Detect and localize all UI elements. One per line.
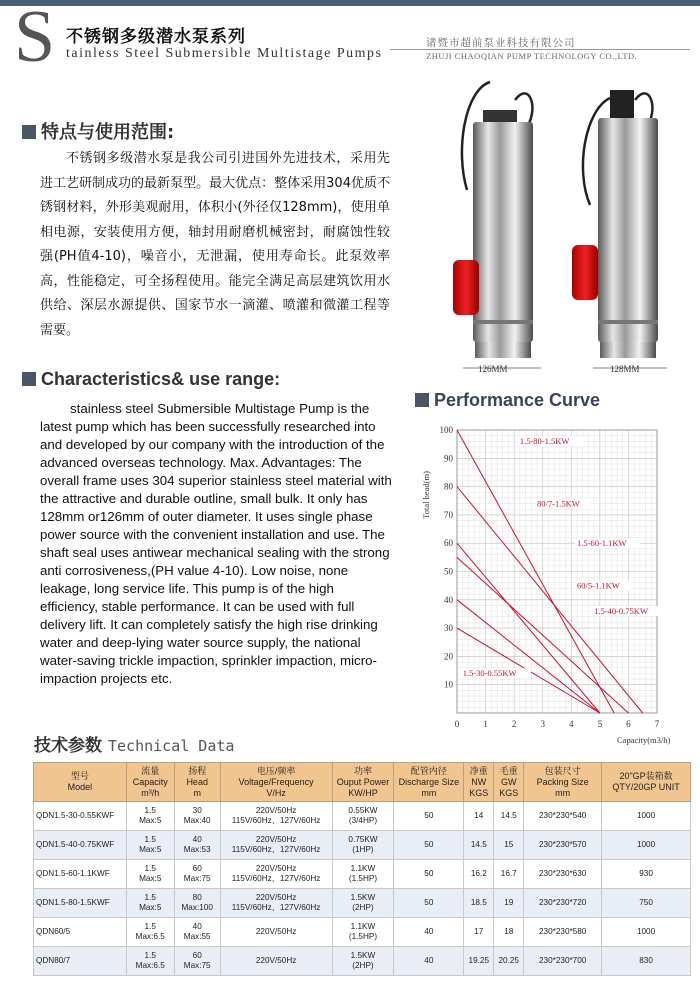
table-row — [34, 889, 691, 918]
table-cell-head — [174, 947, 220, 976]
table-cell-volt — [220, 889, 332, 918]
table-cell-nw: 17 — [464, 918, 494, 947]
table-cell-volt — [220, 860, 332, 889]
header-line: mm — [555, 787, 571, 798]
table-row — [34, 802, 691, 831]
table-header-cell — [394, 763, 464, 802]
cell-line: 115V/60Hz、127V/60Hz — [231, 845, 321, 854]
y-axis-label: Total head(m) — [421, 471, 431, 519]
y-tick-label: 90 — [444, 453, 453, 464]
cell-line: 115V/60Hz、127V/60Hz — [231, 874, 321, 883]
header-line: KGS — [499, 787, 519, 798]
cell-line: 220V/50Hz — [255, 927, 297, 936]
x-axis-label: Capacity(m3/h) — [617, 735, 671, 745]
table-row — [34, 918, 691, 947]
table-header-cell — [464, 763, 494, 802]
table-cell-nw: 18.5 — [464, 889, 494, 918]
table-cell-nw: 14.5 — [464, 831, 494, 860]
features-en-heading — [22, 369, 280, 390]
table-cell-model: QDN80/7 — [34, 947, 127, 976]
table-cell-cap — [126, 831, 174, 860]
table-body — [34, 802, 691, 976]
table-cell-power — [332, 860, 394, 889]
cell-line: 40 — [192, 835, 202, 844]
header-line: 包装尺寸 — [544, 765, 581, 776]
table-row — [34, 860, 691, 889]
table-row — [34, 947, 691, 976]
series-label: 80/7-1.5KW — [537, 498, 580, 509]
y-tick-label: 40 — [444, 594, 453, 605]
header-line: Model — [67, 782, 93, 792]
table-cell-model: QDN1.5-80-1.5KWF — [34, 889, 127, 918]
table-cell-power — [332, 831, 394, 860]
table-cell-volt — [220, 918, 332, 947]
header-line: 扬程 — [188, 765, 207, 776]
table-cell-qty: 1000 — [602, 802, 691, 831]
cell-line: Max:75 — [183, 961, 211, 970]
cell-line: (3/4HP) — [348, 816, 378, 825]
table-cell-pack: 230*230*580 — [524, 918, 602, 947]
dim-label-left: 126MM — [478, 364, 508, 374]
header-line: 型号 — [70, 771, 89, 781]
table-cell-power — [332, 947, 394, 976]
table-cell-gw: 15 — [494, 831, 524, 860]
cell-line: 1.5 — [144, 806, 156, 815]
features-en-text: stainless steel Submersible Multistage Pump is the latest pump which has been successfully researched into and developed by our company with the introduction of the advanced overseas technology. Max. Advantages: The overall frame uses 304 superior stainless steel material with the attractive and durable outline, small bulk. It only has 128mm or126mm of outer diameter. It uses single phase power source with the convenient installation and use. The shaft seal uses antiwear mechanical sealing with the strong anti corrosiveness,(PH value 4-10). Low noise, none leakage, long service life. This pump is of the high efficiency, stable performance. It can be used with full delivery lift. It can completely satisfy the high rise drinking water and deep-lying water source supply, the national water-saving trickle impaction, sprinkler impaction, micro-impaction projects etc. — [40, 401, 392, 686]
table-header-cell — [602, 763, 691, 802]
x-tick-label: 2 — [511, 719, 517, 729]
table-cell-head — [174, 802, 220, 831]
y-tick-label: 10 — [444, 679, 453, 690]
cell-line: (2HP) — [352, 961, 374, 970]
header-line: Capacity — [132, 776, 168, 787]
cell-line: 1.5 — [144, 835, 156, 844]
tech-heading — [34, 731, 234, 756]
features-cn-heading — [22, 118, 174, 144]
cell-line: 220V/50Hz — [255, 893, 297, 902]
header-line: 毛重 — [499, 765, 518, 776]
table-header-cell — [332, 763, 394, 802]
features-en-heading-text: Characteristics& use range: — [41, 369, 281, 389]
table-cell-cap — [126, 947, 174, 976]
cell-line: 115V/60Hz、127V/60Hz — [231, 816, 321, 825]
table-header-cell — [220, 763, 332, 802]
cell-line: 1.5 — [144, 893, 156, 902]
table-cell-pack: 230*230*540 — [524, 802, 602, 831]
y-tick-label: 50 — [444, 566, 453, 577]
table-cell-nw: 19.25 — [464, 947, 494, 976]
table-cell-head — [174, 860, 220, 889]
table-cell-pack: 230*230*630 — [524, 860, 602, 889]
table-header-cell — [126, 763, 174, 802]
table-cell-nw: 14 — [464, 802, 494, 831]
table-cell-qty: 1000 — [602, 918, 691, 947]
header-line: 20"GP装箱数 — [619, 771, 673, 781]
table-cell-qty: 830 — [602, 947, 691, 976]
table-cell-model: QDN60/5 — [34, 918, 127, 947]
table-cell-volt — [220, 802, 332, 831]
header-line: NW — [471, 776, 487, 787]
x-tick-label: 3 — [540, 719, 545, 729]
table-header-cell — [34, 763, 127, 802]
y-tick-label: 80 — [444, 481, 453, 492]
table-cell-gw: 18 — [494, 918, 524, 947]
cell-line: 220V/50Hz — [255, 806, 297, 815]
tech-heading-en: Technical Data — [108, 737, 235, 755]
table-cell-cap — [126, 860, 174, 889]
table-cell-gw: 20.25 — [494, 947, 524, 976]
series-label: 60/5-1.1KW — [577, 580, 620, 591]
table-cell-disch: 50 — [394, 889, 464, 918]
cell-line: 40 — [192, 922, 202, 931]
table-row — [34, 831, 691, 860]
chart-axes — [421, 425, 671, 745]
cell-line: 220V/50Hz — [255, 864, 297, 873]
cell-line: 60 — [192, 864, 202, 873]
table-cell-volt — [220, 947, 332, 976]
table-cell-qty: 1000 — [602, 831, 691, 860]
cell-line: Max:5 — [139, 816, 162, 825]
cell-line: Max:6.5 — [135, 961, 165, 970]
y-tick-label: 60 — [444, 538, 453, 549]
performance-heading — [415, 390, 600, 411]
company-name-cn: 诸暨市超前泵业科技有限公司 — [426, 37, 576, 49]
pump-left-icon — [453, 82, 533, 358]
series-label: 1.5-60-1.1KW — [577, 538, 627, 549]
cell-line: (1.5HP) — [348, 874, 378, 883]
table-cell-pack: 230*230*700 — [524, 947, 602, 976]
header-line: Discharge Size — [398, 776, 460, 787]
top-bar — [0, 0, 700, 6]
cell-line: Max:5 — [139, 845, 162, 854]
table-header-cell — [524, 763, 602, 802]
table-cell-gw: 19 — [494, 889, 524, 918]
square-bullet-icon — [22, 125, 36, 139]
x-tick-label: 7 — [654, 719, 660, 729]
cell-line: 1.5 — [144, 864, 156, 873]
table-cell-power — [332, 918, 394, 947]
header-line: mm — [421, 787, 437, 798]
table-cell-nw: 16.2 — [464, 860, 494, 889]
table-cell-cap — [126, 802, 174, 831]
cell-line: Max:6.5 — [135, 932, 165, 941]
cell-line: (1HP) — [352, 845, 374, 854]
spec-table — [33, 762, 691, 976]
company-name-en: ZHUJI CHAOQIAN PUMP TECHNOLOGY CO.,LTD. — [426, 51, 638, 61]
pump-illustrations — [445, 70, 685, 380]
header-line: 电压/频率 — [256, 765, 296, 776]
square-bullet-icon — [22, 372, 36, 386]
table-cell-pack: 230*230*720 — [524, 889, 602, 918]
series-label: 1.5-40-0.75KW — [594, 605, 648, 616]
table-cell-disch: 50 — [394, 802, 464, 831]
header-line: Voltage/Frequency — [238, 776, 314, 787]
cell-line: 1.5KW — [350, 893, 376, 902]
table-cell-model: QDN1.5-30-0.55KWF — [34, 802, 127, 831]
cell-line: 220V/50Hz — [255, 835, 297, 844]
pump-right-icon — [572, 90, 658, 358]
header-line: KW/HP — [348, 787, 378, 798]
cell-line: 0.55KW — [348, 806, 378, 815]
table-cell-head — [174, 831, 220, 860]
cell-line: 115V/60Hz、127V/60Hz — [231, 903, 321, 912]
table-cell-pack: 230*230*570 — [524, 831, 602, 860]
table-cell-cap — [126, 889, 174, 918]
series-label: 1.5-30-0.55KW — [462, 668, 517, 679]
y-tick-label: 30 — [444, 623, 453, 634]
header-line: V/Hz — [266, 787, 286, 798]
cell-line: Max:40 — [183, 816, 211, 825]
dim-label-right: 128MM — [610, 364, 640, 374]
features-cn-heading-text: 特点与使用范围: — [41, 122, 175, 143]
table-cell-volt — [220, 831, 332, 860]
table-cell-gw: 16.7 — [494, 860, 524, 889]
table-cell-head — [174, 918, 220, 947]
cell-line: 1.5 — [144, 922, 156, 931]
table-cell-disch: 40 — [394, 918, 464, 947]
table-cell-gw: 14.5 — [494, 802, 524, 831]
x-tick-label: 1 — [483, 719, 488, 729]
cell-line: 60 — [192, 951, 202, 960]
header-line: Packing Size — [536, 776, 589, 787]
header-line: 净重 — [469, 765, 488, 776]
cell-line: Max:100 — [181, 903, 213, 912]
table-cell-model: QDN1.5-60-1.1KWF — [34, 860, 127, 889]
cell-line: Max:55 — [183, 932, 211, 941]
table-cell-cap — [126, 918, 174, 947]
performance-chart — [412, 420, 692, 750]
cell-line: 1.1KW — [350, 922, 376, 931]
cell-line: 0.75KW — [348, 835, 378, 844]
cell-line: 30 — [192, 806, 202, 815]
header-line: 流量 — [141, 765, 160, 776]
table-cell-power — [332, 889, 394, 918]
table-cell-power — [332, 802, 394, 831]
header-line: 配管内径 — [410, 765, 447, 776]
y-tick-label: 70 — [444, 509, 453, 520]
cell-line: 1.5 — [144, 951, 156, 960]
cell-line: 1.1KW — [350, 864, 376, 873]
title-cn: 不锈钢多级潜水泵系列 — [66, 27, 246, 47]
header-big-letter: S — [14, 0, 56, 78]
table-cell-disch: 50 — [394, 831, 464, 860]
performance-heading-text: Performance Curve — [434, 390, 601, 410]
series-label: 1.5-80-1.5KW — [519, 436, 570, 447]
title-en: tainless Steel Submersible Multistage Pumps — [66, 46, 383, 61]
table-cell-qty: 750 — [602, 889, 691, 918]
tech-heading-cn: 技术参数 — [34, 736, 102, 756]
header-line: m — [193, 787, 201, 798]
table-header-cell — [494, 763, 524, 802]
table-cell-qty: 930 — [602, 860, 691, 889]
header-line: 功率 — [353, 765, 372, 776]
x-tick-label: 5 — [597, 719, 603, 729]
square-bullet-icon — [415, 393, 429, 407]
y-tick-label: 20 — [444, 651, 453, 662]
table-cell-head — [174, 889, 220, 918]
features-cn-text: 不锈钢多级潜水泵是我公司引进国外先进技术，采用先进工艺研制成功的最新泵型。最大优点：整体采用304优质不锈钢材料，外形美观耐用，体积小(外径仅128mm)，使用单相电源，安装使用方便，轴封用耐磨机械密封，耐腐蚀性较强(PH值4-10)，噪音小，无泄漏，使用寿命长。此泵效率高，性能稳定，可全扬程使用。能完全满足高层建筑饮用水供给、深层水源提供、国家节水一滴灌、喷灌和微灌工程等需要。 — [40, 151, 390, 338]
header-line: KGS — [469, 787, 489, 798]
table-header-cell — [174, 763, 220, 802]
cell-line: Max:5 — [139, 874, 162, 883]
header-line: Ouput Power — [336, 776, 390, 787]
header-line: Head — [186, 776, 208, 787]
cell-line: (2HP) — [352, 903, 374, 912]
table-cell-disch: 40 — [394, 947, 464, 976]
x-tick-label: 4 — [569, 719, 574, 729]
cell-line: (1.5HP) — [348, 932, 378, 941]
y-tick-label: 100 — [439, 425, 453, 435]
header-line: GW — [501, 776, 517, 787]
cell-line: Max:5 — [139, 903, 162, 912]
x-tick-label: 0 — [454, 719, 460, 729]
table-cell-model: QDN1.5-40-0.75KWF — [34, 831, 127, 860]
table-cell-disch: 50 — [394, 860, 464, 889]
table-header-row — [34, 763, 691, 802]
cell-line: 220V/50Hz — [255, 956, 297, 965]
cell-line: 80 — [192, 893, 202, 902]
header-line: m³/h — [141, 787, 160, 798]
cell-line: Max:53 — [183, 845, 211, 854]
header-line: QTY/20GP UNIT — [612, 782, 680, 792]
x-tick-label: 6 — [626, 719, 631, 729]
cell-line: Max:75 — [183, 874, 211, 883]
cell-line: 1.5KW — [350, 951, 376, 960]
